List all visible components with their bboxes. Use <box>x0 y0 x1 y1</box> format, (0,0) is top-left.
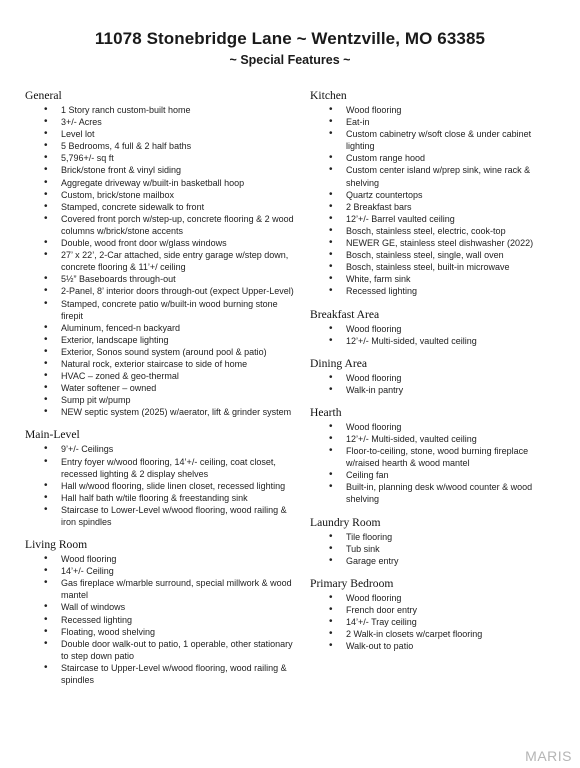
section-heading: Kitchen <box>310 89 347 102</box>
feature-item: • Aluminum, fenced-n backyard <box>25 322 295 334</box>
section-general <box>25 89 295 418</box>
feature-item: • Floor-to-ceiling, stone, wood burning fireplace w/raised hearth & wood mantel <box>310 445 562 469</box>
feature-item: • Eat-in <box>310 116 562 128</box>
feature-item: • Walk-out to patio <box>310 640 562 652</box>
feature-item: • Wall of windows <box>25 601 295 613</box>
feature-item: • Hall w/wood flooring, slide linen closet, recessed lighting <box>25 480 295 492</box>
feature-item: • Staircase to Lower-Level w/wood flooring, wood railing & iron spindles <box>25 504 295 528</box>
feature-item: • NEW septic system (2025) w/aerator, lift & grinder system <box>25 406 295 418</box>
feature-item: • 3+/- Acres <box>25 116 295 128</box>
feature-list <box>310 104 562 298</box>
feature-item: • 12’+/- Multi-sided, vaulted ceiling <box>310 433 562 445</box>
feature-item: • Gas fireplace w/marble surround, special millwork & wood mantel <box>25 577 295 601</box>
feature-item: • 9’+/- Ceilings <box>25 443 295 455</box>
feature-item: • Stamped, concrete patio w/built-in wood burning stone firepit <box>25 298 295 322</box>
feature-item: • Walk-in pantry <box>310 384 562 396</box>
feature-item: • White, farm sink <box>310 273 562 285</box>
feature-item: • Level lot <box>25 128 295 140</box>
feature-item: • 12’+/- Multi-sided, vaulted ceiling <box>310 335 562 347</box>
feature-list <box>310 531 562 567</box>
section-laundry-room <box>310 516 562 567</box>
section-heading: General <box>25 89 62 102</box>
section-dining-area <box>310 357 562 396</box>
feature-item: • Exterior, landscape lighting <box>25 334 295 346</box>
feature-item: • Wood flooring <box>310 323 562 335</box>
feature-item: • Floating, wood shelving <box>25 626 295 638</box>
feature-item: • Bosch, stainless steel, electric, cook-top <box>310 225 562 237</box>
property-address-title: 11078 Stonebridge Lane ~ Wentzville, MO 63385 <box>94 29 486 48</box>
feature-item: • French door entry <box>310 604 562 616</box>
feature-item: • Wood flooring <box>310 421 562 433</box>
feature-item: • Staircase to Upper-Level w/wood flooring, wood railing & spindles <box>25 662 295 686</box>
feature-item: • Wood flooring <box>310 592 562 604</box>
left-column <box>25 89 295 696</box>
feature-list <box>25 553 295 686</box>
section-heading: Primary Bedroom <box>310 576 394 590</box>
feature-item: • Exterior, Sonos sound system (around pool & patio) <box>25 346 295 358</box>
feature-item: • Sump pit w/pump <box>25 394 295 406</box>
feature-item: • 1 Story ranch custom-built home <box>25 104 295 116</box>
feature-item: • Tile flooring <box>310 531 562 543</box>
section-kitchen <box>310 89 562 298</box>
section-heading: Dining Area <box>310 356 367 370</box>
feature-item: • Built-in, planning desk w/wood counter & wood shelving <box>310 481 562 505</box>
feature-list <box>310 592 562 652</box>
maris-watermark: MARIS <box>525 748 572 764</box>
feature-item: • Bosch, stainless steel, single, wall oven <box>310 249 562 261</box>
document-header <box>0 28 580 70</box>
feature-item: • Custom center island w/prep sink, wine rack & shelving <box>310 164 562 188</box>
feature-list <box>310 421 562 506</box>
feature-item: • Wood flooring <box>310 372 562 384</box>
section-heading: Living Room <box>25 538 88 552</box>
feature-item: • Recessed lighting <box>310 285 562 297</box>
feature-item: • 14’+/- Ceiling <box>25 565 295 577</box>
feature-item: • Double, wood front door w/glass windows <box>25 237 295 249</box>
feature-list <box>310 323 562 347</box>
section-heading: Laundry Room <box>310 515 381 529</box>
section-living-room <box>25 538 295 686</box>
feature-item: • Garage entry <box>310 555 562 567</box>
feature-list <box>310 372 562 396</box>
right-column <box>310 89 562 662</box>
feature-item: • Recessed lighting <box>25 614 295 626</box>
feature-item: • Covered front porch w/step-up, concrete flooring & 2 wood columns w/brick/stone accents <box>25 213 295 237</box>
section-breakfast-area <box>310 308 562 347</box>
section-heading: Main-Level <box>25 428 80 442</box>
section-primary-bedroom <box>310 577 562 652</box>
feature-item: • Wood flooring <box>310 104 562 116</box>
feature-item: • Natural rock, exterior staircase to side of home <box>25 358 295 370</box>
feature-item: • 5½” Baseboards through-out <box>25 273 295 285</box>
feature-item: • 5,796+/- sq ft <box>25 152 295 164</box>
feature-item: • Custom range hood <box>310 152 562 164</box>
feature-list <box>25 104 295 418</box>
feature-item: • 27’ x 22’, 2-Car attached, side entry garage w/step down, concrete flooring & 11’+/ ceiling <box>25 249 295 273</box>
feature-item: • Custom cabinetry w/soft close & under cabinet lighting <box>310 128 562 152</box>
feature-item: • Brick/stone front & vinyl siding <box>25 164 295 176</box>
feature-item: • Water softener – owned <box>25 382 295 394</box>
section-heading: Hearth <box>310 405 342 419</box>
feature-item: • 5 Bedrooms, 4 full & 2 half baths <box>25 140 295 152</box>
feature-item: • Aggregate driveway w/built-in basketball hoop <box>25 177 295 189</box>
feature-item: • Stamped, concrete sidewalk to front <box>25 201 295 213</box>
feature-item: • 14’+/- Tray ceiling <box>310 616 562 628</box>
feature-item: • 2 Breakfast bars <box>310 201 562 213</box>
feature-item: • Custom, brick/stone mailbox <box>25 189 295 201</box>
section-hearth <box>310 406 562 506</box>
feature-item: • 12’+/- Barrel vaulted ceiling <box>310 213 562 225</box>
feature-item: • NEWER GE, stainless steel dishwasher (2022) <box>310 237 562 249</box>
section-heading: Breakfast Area <box>310 307 380 321</box>
feature-item: • Hall half bath w/tile flooring & freestanding sink <box>25 492 295 504</box>
feature-item: • Tub sink <box>310 543 562 555</box>
section-main-level <box>25 428 295 528</box>
feature-item: • Double door walk-out to patio, 1 operable, other stationary to step down patio <box>25 638 295 662</box>
feature-item: • Quartz countertops <box>310 189 562 201</box>
feature-item: • Entry foyer w/wood flooring, 14’+/- ceiling, coat closet, recessed lighting & 2 display shelves <box>25 456 295 480</box>
feature-item: • Wood flooring <box>25 553 295 565</box>
feature-item: • Bosch, stainless steel, built-in microwave <box>310 261 562 273</box>
feature-item: • 2-Panel, 8’ interior doors through-out (expect Upper-Level) <box>25 285 295 297</box>
feature-item: • Ceiling fan <box>310 469 562 481</box>
feature-list <box>25 443 295 528</box>
feature-item: • HVAC – zoned & geo-thermal <box>25 370 295 382</box>
special-features-subtitle: ~ Special Features ~ <box>229 53 351 67</box>
feature-item: • 2 Walk-in closets w/carpet flooring <box>310 628 562 640</box>
